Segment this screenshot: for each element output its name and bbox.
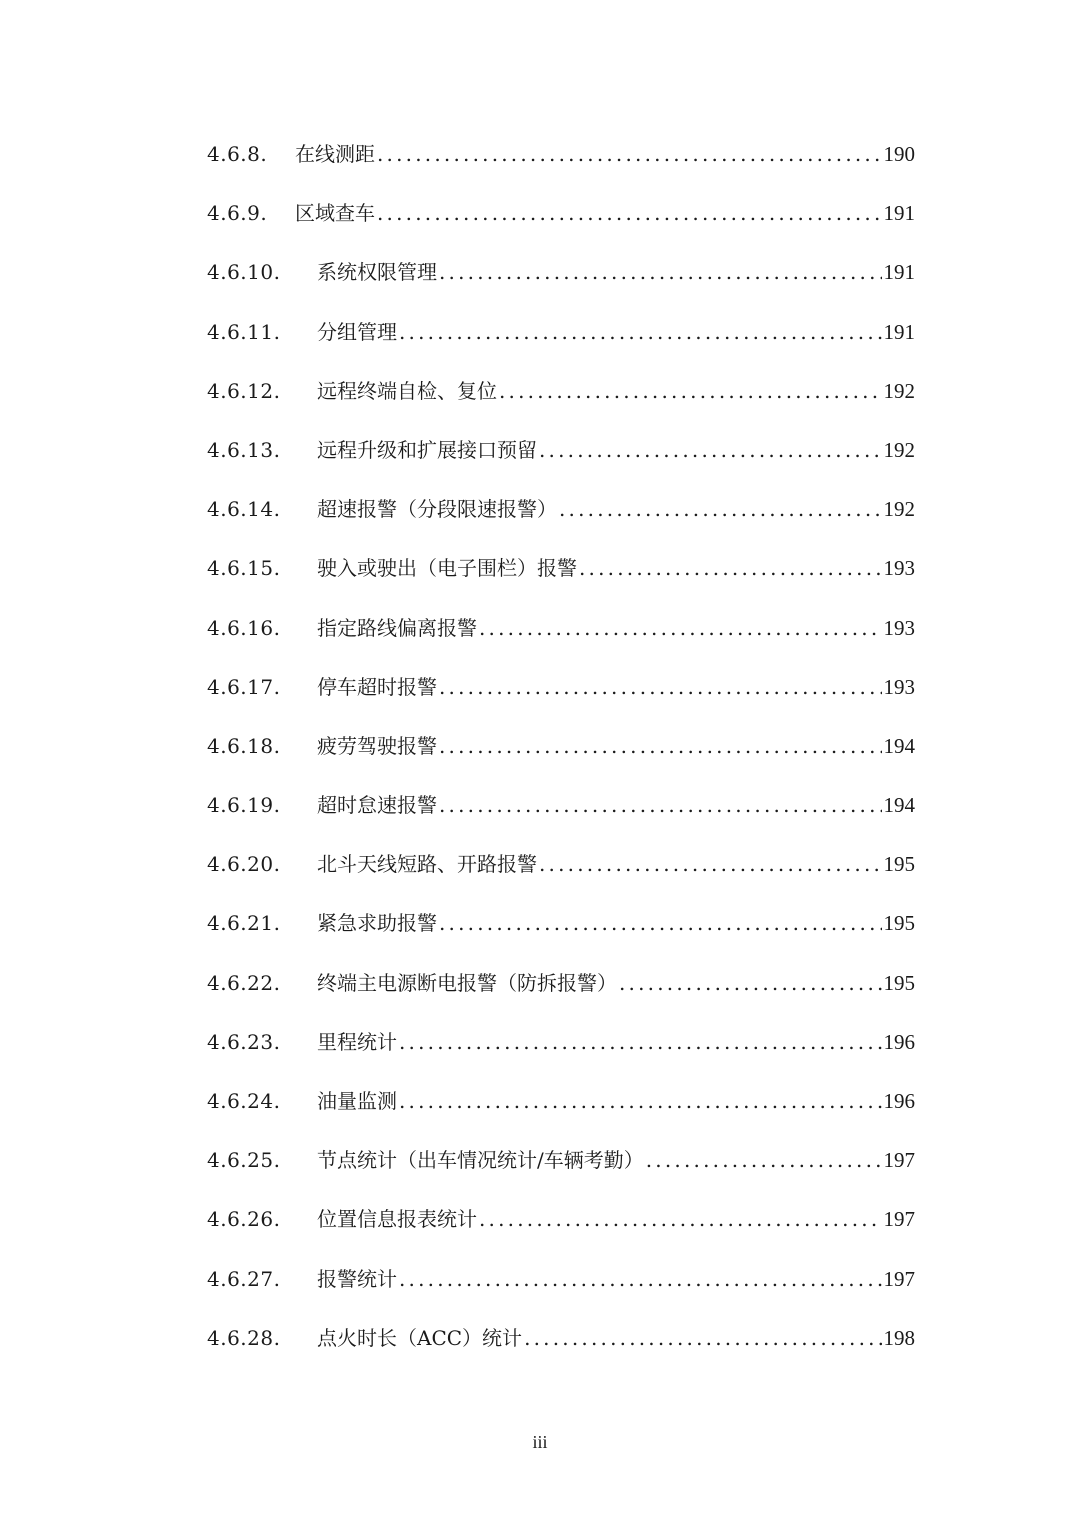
toc-entry-page: 192 [883,497,915,522]
toc-entry-number: 4.6.10. [207,260,281,285]
toc-entry-page: 194 [883,793,915,818]
toc-dot-leader [439,793,882,817]
toc-entry-title: 驶入或驶出（电子围栏）报警 [317,556,577,581]
toc-entry-page: 198 [883,1325,915,1350]
toc-dot-leader [439,911,882,935]
toc-entry[interactable] [207,1144,915,1203]
toc-entry[interactable] [207,671,915,730]
toc-entry[interactable] [207,138,915,197]
toc-dot-leader [479,616,882,640]
toc-entry[interactable] [207,1203,915,1262]
toc-dot-leader [377,201,882,225]
toc-entry-page: 194 [883,733,915,758]
toc-entry-title: 油量监测 [317,1089,397,1113]
toc-entry-number: 4.6.22. [207,970,281,995]
toc-entry-title: 位置信息报表统计 [317,1207,477,1232]
toc-dot-leader [399,1030,882,1054]
toc-dot-leader [439,675,882,699]
toc-entry-page: 195 [883,911,915,936]
toc-entry-title: 指定路线偏离报警 [317,615,477,640]
toc-entry-number: 4.6.12. [207,378,281,403]
toc-dot-leader [646,1148,882,1172]
toc-entry-number: 4.6.23. [207,1029,281,1054]
toc-entry[interactable] [207,493,915,552]
toc-entry-title: 终端主电源断电报警（防拆报警） [317,970,617,995]
toc-entry[interactable] [207,1026,915,1085]
toc-entry-number: 4.6.11. [207,319,281,344]
toc-entry-page: 197 [883,1207,915,1232]
toc-entry-title: 停车超时报警 [317,674,437,699]
toc-entry-number: 4.6.19. [207,793,281,818]
toc-entry-number: 4.6.26. [207,1207,281,1232]
toc-entry-title: 远程升级和扩展接口预留 [317,437,537,462]
toc-entry-number: 4.6.18. [207,733,281,758]
toc-entry[interactable] [207,197,915,256]
toc-dot-leader [559,497,882,521]
toc-entry-title: 节点统计（出车情况统计/车辆考勤） [317,1148,644,1173]
toc-entry-number: 4.6.28. [207,1325,281,1350]
toc-entry-page: 196 [883,1089,915,1113]
toc-entry[interactable] [207,967,915,1026]
toc-entry-number: 4.6.24. [207,1089,281,1113]
toc-entry-page: 196 [883,1029,915,1054]
toc-entry-number: 4.6.15. [207,556,281,581]
toc-dot-leader [479,1207,882,1231]
toc-dot-leader [524,1326,881,1350]
toc-entry[interactable] [207,1322,915,1381]
toc-entry-number: 4.6.14. [207,497,281,522]
toc-entry[interactable] [207,256,915,315]
toc-entry-page: 191 [883,260,915,285]
toc-entry-title: 点火时长（ACC）统计 [317,1325,523,1350]
toc-entry-page: 197 [883,1148,915,1173]
toc-entry-number: 4.6.8. [207,142,268,166]
toc-entry-number: 4.6.13. [207,437,281,462]
toc-entry-page: 191 [883,319,915,344]
toc-entry-title: 紧急求助报警 [317,911,437,936]
toc-entry-number: 4.6.9. [207,201,268,226]
toc-dot-leader [399,320,882,344]
toc-dot-leader [399,1267,882,1291]
toc-dot-leader [377,142,882,166]
toc-dot-leader [439,734,882,758]
toc-entry[interactable] [207,1085,915,1144]
toc-entry-page: 193 [883,556,915,581]
toc-entry-title: 系统权限管理 [317,260,437,285]
toc-entry[interactable] [207,552,915,611]
toc-entry-number: 4.6.17. [207,674,281,699]
toc-entry[interactable] [207,612,915,671]
toc-entry-title: 超速报警（分段限速报警） [317,497,557,522]
toc-entry[interactable] [207,848,915,907]
toc-entry-title: 分组管理 [317,319,397,344]
toc-entry-page: 197 [883,1266,915,1291]
toc-entry[interactable] [207,907,915,966]
toc-entry-title: 里程统计 [317,1029,397,1054]
toc-dot-leader [499,379,882,403]
toc-dot-leader [539,852,882,876]
toc-entry-page: 190 [883,142,915,166]
table-of-contents [207,138,915,1381]
toc-dot-leader [579,556,882,580]
toc-dot-leader [539,438,882,462]
toc-entry[interactable] [207,434,915,493]
toc-entry-number: 4.6.20. [207,852,281,877]
toc-entry-page: 195 [883,970,915,995]
toc-entry-page: 193 [883,674,915,699]
toc-entry-page: 195 [883,852,915,877]
toc-entry-title: 在线测距 [295,142,375,166]
toc-entry-title: 区域查车 [295,201,375,226]
toc-dot-leader [619,971,882,995]
toc-entry-number: 4.6.25. [207,1148,281,1173]
toc-entry-title: 超时怠速报警 [317,793,437,818]
toc-entry[interactable] [207,789,915,848]
page-number: iii [532,1432,548,1452]
toc-entry-page: 192 [883,437,915,462]
toc-entry-page: 192 [883,378,915,403]
toc-entry-page: 191 [883,201,915,226]
toc-entry-title: 疲劳驾驶报警 [317,733,437,758]
toc-entry[interactable] [207,316,915,375]
toc-entry-title: 远程终端自检、复位 [317,378,497,403]
toc-entry-number: 4.6.16. [207,615,281,640]
toc-entry-number: 4.6.21. [207,911,281,936]
toc-entry-page: 193 [883,615,915,640]
toc-entry-title: 北斗天线短路、开路报警 [317,852,537,877]
toc-entry-title: 报警统计 [317,1266,397,1291]
toc-entry[interactable] [207,375,915,434]
toc-entry-number: 4.6.27. [207,1266,281,1291]
toc-dot-leader [439,260,882,284]
toc-entry[interactable] [207,1263,915,1322]
toc-dot-leader [399,1089,882,1113]
toc-entry[interactable] [207,730,915,789]
